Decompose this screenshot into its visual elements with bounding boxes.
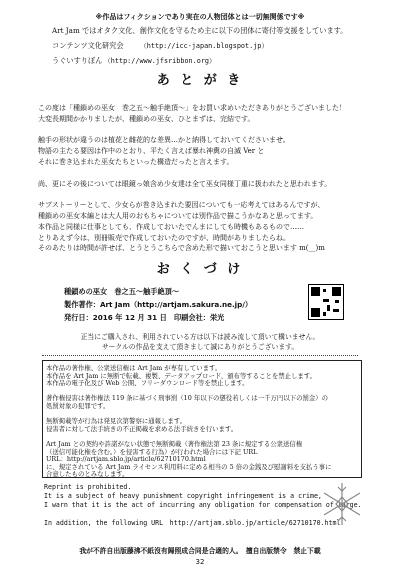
piracy-warning-footer: 我が不許自出版藤沸不紙沒有歸照成合同是合適的人。 擅自出版禁令 禁止下載 <box>79 547 321 555</box>
copyright-notice-line: Art Jam との契約や許諾がない状態で無断掲載（著作権法第 23 条に規定する公衆送信権 <box>46 440 303 448</box>
english-notice-line: I warn that it is the act of incurring any obligation for compensation of large. <box>44 501 362 509</box>
english-notice-line: It is a subject of heavy punishment copyright infringement is a crime, <box>44 492 322 500</box>
copyright-notice-line: URL：http://artjam.sblo.jp/article/62710170.html <box>46 455 206 464</box>
copyright-notice-line: に、規定されている Art Jam ライセンス利用料に定める相当の 5 倍の金銭及び慰謝料を支払う事に <box>46 462 332 471</box>
production-credit: 製作著作：Art Jam（http://artjam.sakura.ne.jp/） <box>64 300 253 309</box>
copyright-notice-line: 無断掲載等が行為は発見次第警察に通報します。 <box>46 417 187 426</box>
colophon-title: お く づ け <box>156 262 244 277</box>
afterword-title: あ と が き <box>156 73 244 88</box>
copyright-notice-line: （送信可能化権を含む。）を侵害する行為）が行われた場合には下記 URL <box>46 447 258 456</box>
afterword-line: とりあえず今は、別冊販売で作成しておいたのですが、時間がありましたらね。 <box>38 233 290 242</box>
org2-url[interactable]: （http://www.jfsribbon.org） <box>104 57 216 65</box>
issue-date: 発行日：2016 年 12 月 31 日 印刷会社：栄光 <box>64 313 225 322</box>
afterword-line: 種鎖めの巫女本編とは大人用のおもちゃについては別作品で描こうかなあと思ってます。 <box>38 212 318 220</box>
english-notice-line: In addition, the following URL http://artjam.sblo.jp/article/62710170.html <box>44 519 341 527</box>
copyright-notice-line: 処罰対象の犯罪です。 <box>46 402 110 410</box>
afterword-line: 大変長期間かかりましたが、種鎖めの巫女、ひとまずは、完結です。 <box>38 114 255 123</box>
afterword-line: 触手の形状が違うのは植花と雌花的な差異…かと納得しておいてくださいませ。 <box>38 136 290 145</box>
afterword-line: この度は「種鎖めの巫女 巻之五〜触手絶頂〜」をお買い求めいただきありがとうございました！ <box>38 104 346 112</box>
org1-url[interactable]: （http://icc-japan.blogspot.jp） <box>140 42 269 50</box>
afterword-line: それに巻き込まれた巫女たちといった構造だったと言えます。 <box>38 158 234 166</box>
page-number: 32 <box>195 558 205 566</box>
fiction-notice: ※作品はフィクションであり実在の人物団体とは一切無関係です※ <box>95 13 305 21</box>
copyright-notice-line: 侵害者に対して法手続きの不正掲載を求める法手続きを行います。 <box>46 424 238 433</box>
copyright-notice-line: 合意したものとみなします。 <box>46 470 129 479</box>
afterword-line: 物語の主たる要因は作中のとおり、平たく言えば暴れ神輿の自滅 Ver と <box>38 147 265 156</box>
snowflake-ornament-icon <box>318 480 366 528</box>
org2-name: うぐいすりぼん <box>52 56 103 65</box>
english-notice-line: Reprint is prohibited. <box>44 483 132 491</box>
legal-intro-1: 正当にご購入され、利用されている方は以下は読み流して頂いて構いません。 <box>80 333 320 341</box>
copyright-notice-line: 著作権侵害は著作権法 119 条に基づく刑事罰（10 年以下の懲役若しくは一千万円以下の罰金）の <box>46 394 329 403</box>
support-statement: Art Jam ではオタク文化、創作文化を守るため主に以下の団体に寄付等支援をしています。 <box>52 26 348 35</box>
afterword-line: サブストーリーとして、少女らが巻き込まれた要因についても一応考えてはあるんですが、 <box>38 201 325 210</box>
copyright-notice-line: 本作品を Art Jam に無断で転載、複製、データアップロード、頒布等することを禁止します。 <box>46 371 317 380</box>
copyright-notice-line: 本作品の著作権、公衆送信権は Art Jam が専有しています。 <box>46 364 222 372</box>
afterword-line: 尚、更にその後については眼鏡っ娘含め少女達は全て巫女同様丁重に扱われたと思われます。 <box>38 179 332 188</box>
org1-name: コンテンツ文化研究会 <box>52 41 124 50</box>
afterword-line: そのあたりは時間が許せば、とうとうこちらで含めた形で描いておこうと思います m(__)m <box>38 244 325 253</box>
copyright-notice-line: 本作品の電子化及び Web 公開、フリーダウンロード等を禁止します。 <box>46 379 249 388</box>
afterword-line: 本作品と同様に仕事としても、作成しておいたでんまにしても時機もあるもので…… <box>38 222 304 231</box>
legal-intro-2: サークルの作品を支えて頂きまして誠にありがとうございます。 <box>101 343 299 351</box>
qr-code-icon <box>308 284 344 320</box>
work-title: 種鎖めの巫女 巻之五〜触手絶頂〜 <box>64 287 180 296</box>
divider <box>42 355 358 356</box>
